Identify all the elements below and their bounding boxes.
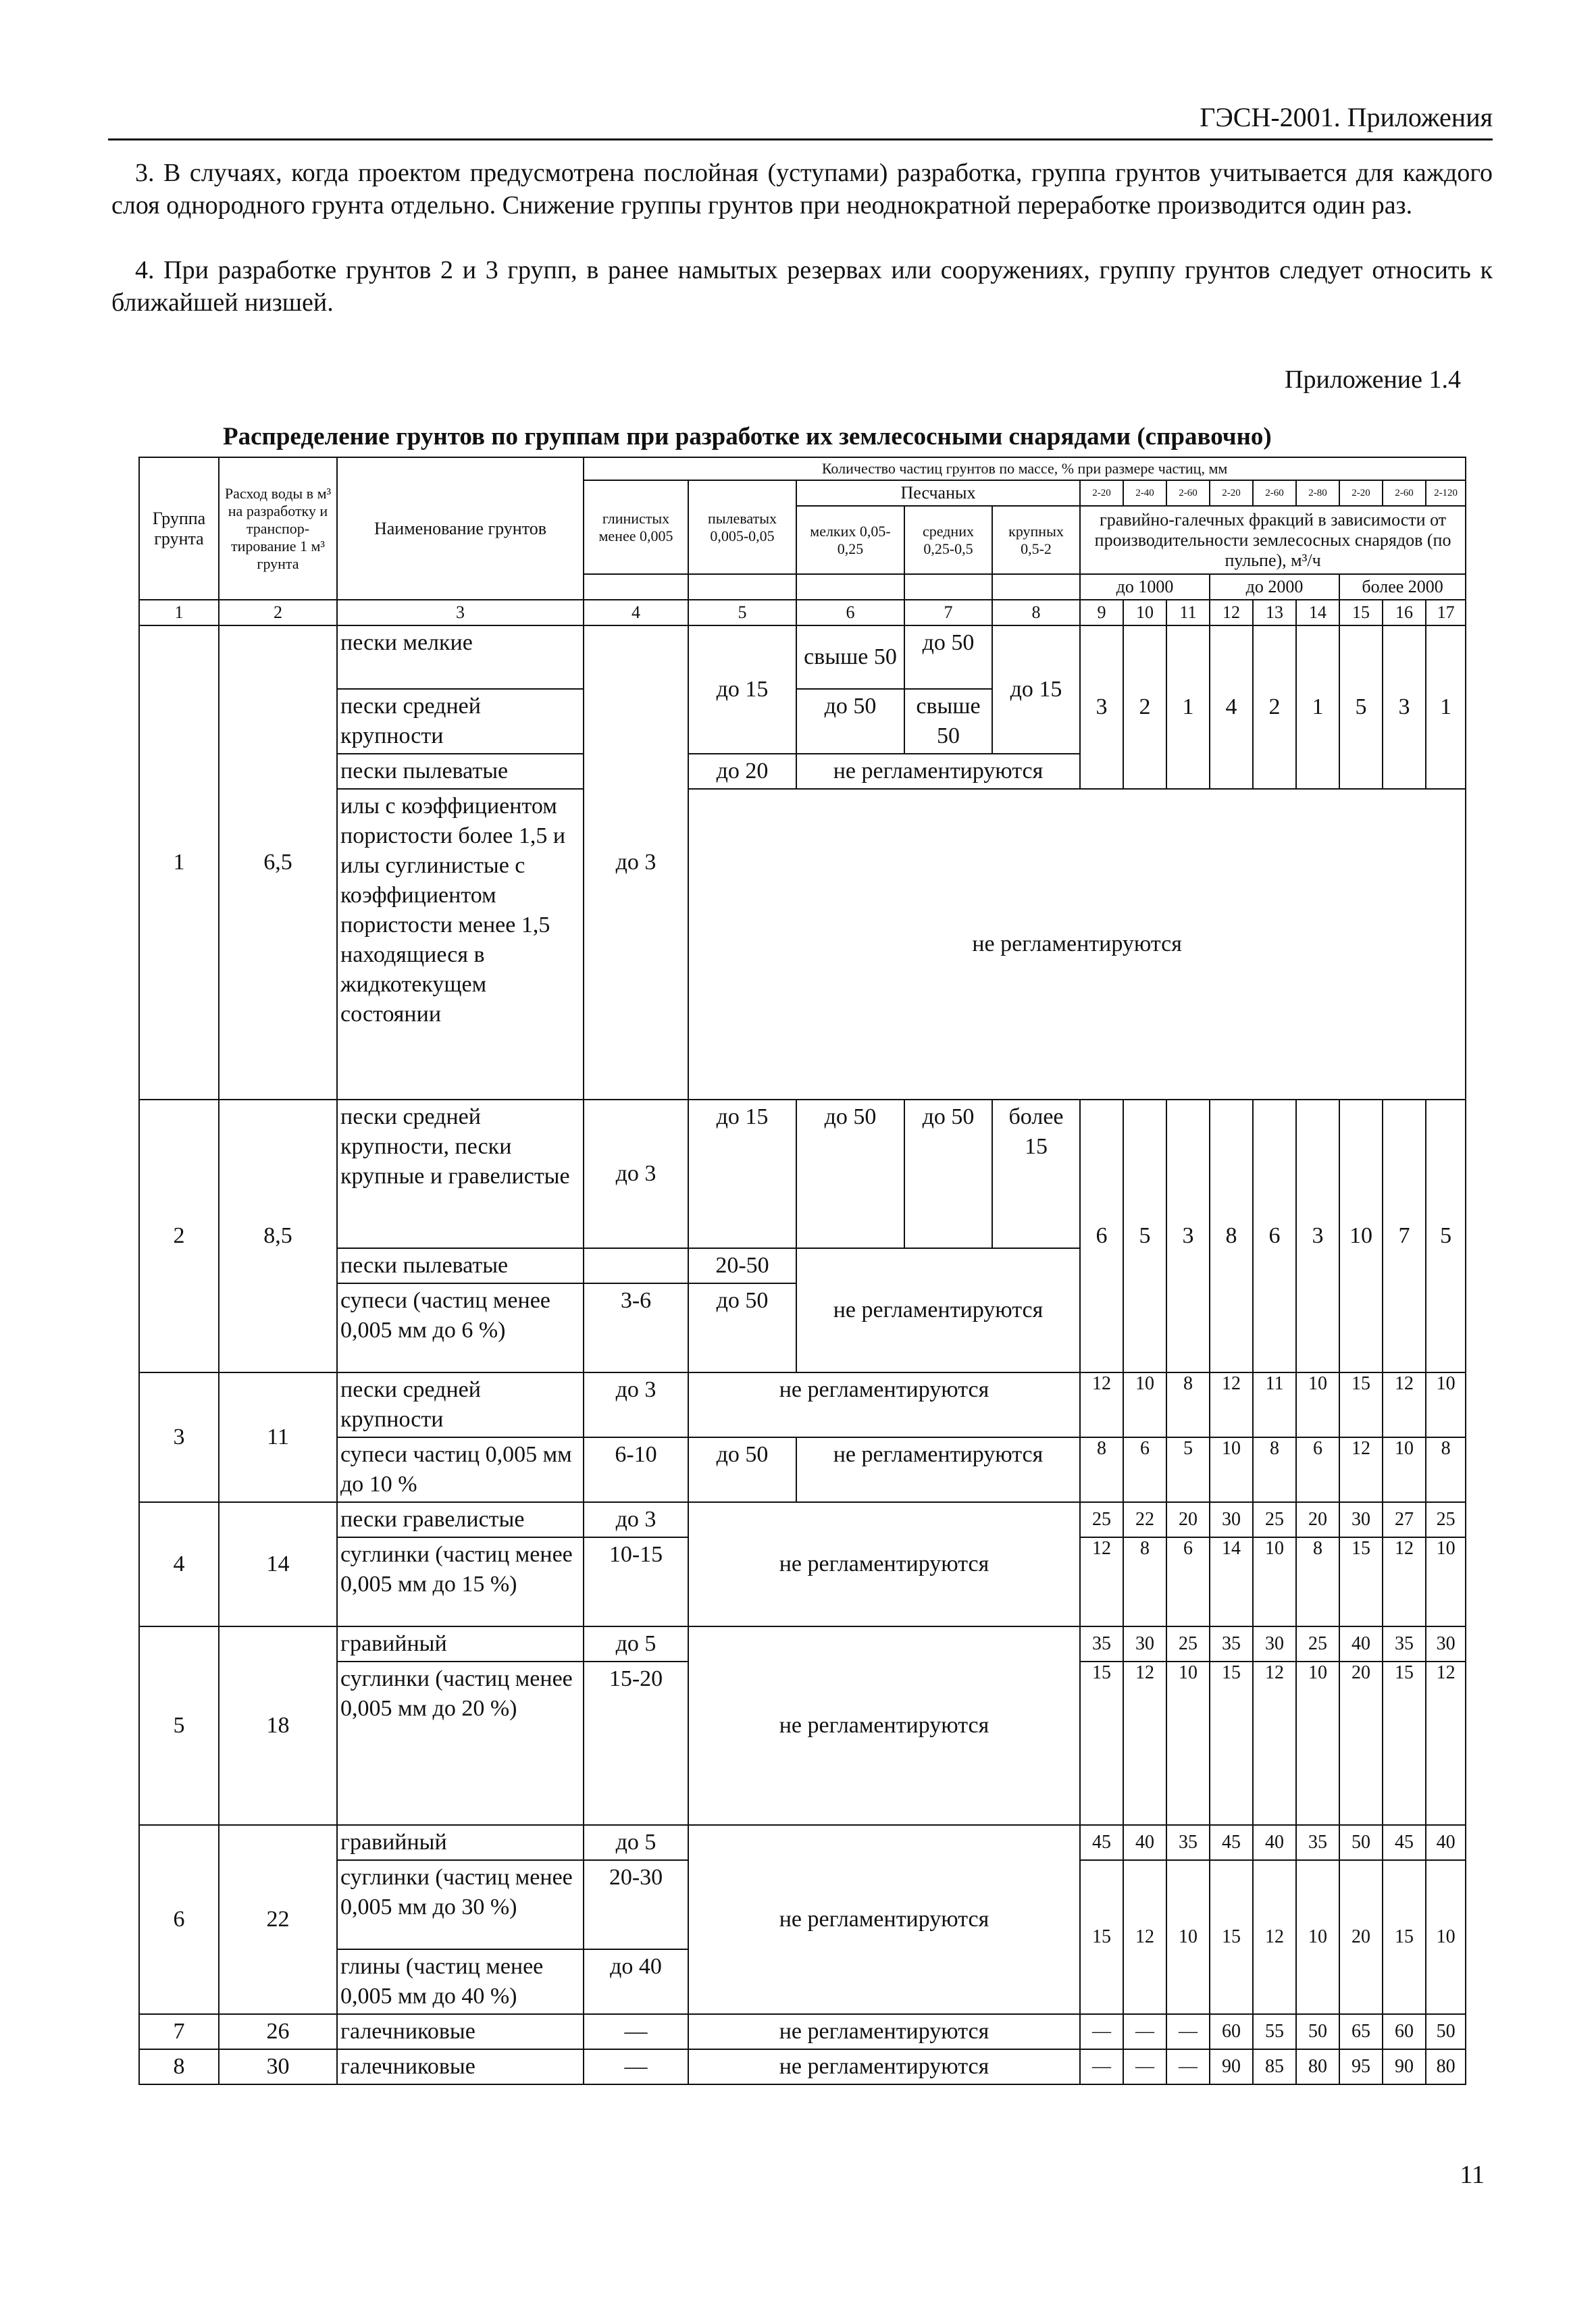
running-header: ГЭСН-2001. Приложения	[108, 101, 1493, 140]
gravel-value: 25	[1296, 1626, 1339, 1662]
gravel-value: 30	[1426, 1626, 1466, 1662]
column-number: 8	[992, 600, 1080, 625]
gravel-value: 65	[1339, 2014, 1383, 2049]
column-number: 2	[219, 600, 337, 625]
gravel-value: 15	[1383, 1662, 1426, 1825]
clay-value: 6-10	[584, 1437, 688, 1502]
clay-value: 15-20	[584, 1662, 688, 1825]
table-row	[139, 1100, 1466, 1248]
gravel-value: 10	[1166, 1860, 1210, 2014]
gravel-value: 12	[1426, 1662, 1466, 1825]
column-number: 6	[796, 600, 904, 625]
soil-name: суглинки (частиц менее 0,005 мм до 15 %)	[337, 1537, 584, 1626]
gravel-value: 30	[1210, 1502, 1253, 1537]
soil-name: гравийный	[337, 1825, 584, 1860]
medium-value: свыше 50	[904, 689, 992, 754]
gravel-value: 12	[1253, 1662, 1296, 1825]
gravel-value: 15	[1383, 1860, 1426, 2014]
gravel-value: 30	[1123, 1626, 1166, 1662]
gravel-value: 50	[1426, 2014, 1466, 2049]
gravel-value: 14	[1210, 1537, 1253, 1626]
not-regulated: не регламентируются	[796, 1437, 1080, 1502]
silt-header: пылеватых 0,005-0,05	[688, 480, 796, 574]
silt-value: до 50	[688, 1437, 796, 1502]
coarse-header: крупных 0,5-2	[992, 506, 1080, 574]
gravel-value: 2	[1253, 625, 1296, 789]
fine-header: мелких 0,05-0,25	[796, 506, 904, 574]
fraction-label: 2-60	[1383, 480, 1426, 506]
fraction-label: 2-20	[1339, 480, 1383, 506]
gravel-value: 8	[1080, 1437, 1123, 1502]
gravel-value: —	[1080, 2049, 1123, 2084]
gravel-value: 30	[1253, 1626, 1296, 1662]
water-consumption: 14	[219, 1502, 337, 1626]
gravel-value: 25	[1426, 1502, 1466, 1537]
gravel-value: 12	[1080, 1537, 1123, 1626]
soil-name: галечниковые	[337, 2049, 584, 2084]
gravel-value: 20	[1296, 1502, 1339, 1537]
table-row	[139, 1502, 1466, 1537]
soil-name: гравийный	[337, 1626, 584, 1662]
clay-value: 20-30	[584, 1860, 688, 1949]
soil-name: галечниковые	[337, 2014, 584, 2049]
gravel-value: 6	[1296, 1437, 1339, 1502]
soil-name: пески средней крупности	[337, 689, 584, 754]
group-number: 8	[139, 2049, 219, 2084]
gravel-value: 6	[1080, 1100, 1123, 1372]
not-regulated: не регламентируются	[688, 1626, 1080, 1825]
water-consumption: 6,5	[219, 625, 337, 1100]
soil-name: илы с коэффициентом пористости более 1,5 и илы суглинистые с коэффициентом пористости менее 1,5 находящиеся в жидкотекущем состоянии	[337, 789, 584, 1100]
gravel-value: 3	[1383, 625, 1426, 789]
not-regulated: не регламентируются	[688, 1502, 1080, 1626]
fraction-label: 2-60	[1166, 480, 1210, 506]
column-number: 4	[584, 600, 688, 625]
water-consumption: 30	[219, 2049, 337, 2084]
water-header: Расход воды в м³ на разработку и транспор-тирование 1 м³ грунта	[219, 457, 337, 600]
table-row	[139, 625, 1466, 689]
clay-header: глинистых менее 0,005	[584, 480, 688, 574]
column-number: 5	[688, 600, 796, 625]
not-regulated: не регламентируются	[688, 789, 1466, 1100]
gravel-value: 2	[1123, 625, 1166, 789]
soil-name: суглинки (частиц менее 0,005 мм до 20 %)	[337, 1662, 584, 1825]
gravel-value: 1	[1166, 625, 1210, 789]
gravel-value: 12	[1123, 1662, 1166, 1825]
soil-name: пески гравелистые	[337, 1502, 584, 1537]
group-number: 3	[139, 1372, 219, 1502]
gravel-value: 15	[1080, 1860, 1123, 2014]
gravel-value: 12	[1383, 1537, 1426, 1626]
gravel-value: 25	[1166, 1626, 1210, 1662]
group-header: Группа грунта	[139, 457, 219, 600]
gravel-value: 95	[1339, 2049, 1383, 2084]
clay-value: до 5	[584, 1825, 688, 1860]
gravel-value: 40	[1339, 1626, 1383, 1662]
column-number: 12	[1210, 600, 1253, 625]
soil-name: пески пылеватые	[337, 1248, 584, 1283]
water-consumption: 26	[219, 2014, 337, 2049]
gravel-value: 12	[1123, 1860, 1166, 2014]
clay-value: 3-6	[584, 1283, 688, 1372]
column-numbers-row	[139, 600, 1466, 625]
gravel-value: 20	[1166, 1502, 1210, 1537]
soil-name: глины (частиц менее 0,005 мм до 40 %)	[337, 1949, 584, 2014]
gravel-value: 10	[1210, 1437, 1253, 1502]
soil-name: пески мелкие	[337, 625, 584, 689]
table-row	[139, 1626, 1466, 1662]
perf-label: до 1000	[1080, 574, 1210, 600]
gravel-value: 45	[1383, 1825, 1426, 1860]
soil-groups-table	[138, 457, 1466, 2085]
table-row	[139, 789, 1466, 1100]
column-number: 17	[1426, 600, 1466, 625]
not-regulated: не регламентируются	[688, 2049, 1080, 2084]
gravel-value: 35	[1080, 1626, 1123, 1662]
soil-name: пески средней крупности	[337, 1372, 584, 1437]
gravel-value: 27	[1383, 1502, 1426, 1537]
gravel-value: 5	[1123, 1100, 1166, 1372]
fraction-label: 2-20	[1210, 480, 1253, 506]
gravel-value: 10	[1339, 1100, 1383, 1372]
gravel-value: 8	[1210, 1100, 1253, 1372]
group-number: 2	[139, 1100, 219, 1372]
soil-name: супеси частиц 0,005 мм до 10 %	[337, 1437, 584, 1502]
gravel-value: 10	[1253, 1537, 1296, 1626]
gravel-value: 6	[1253, 1100, 1296, 1372]
medium-value: до 50	[904, 1100, 992, 1248]
gravel-value: 60	[1383, 2014, 1426, 2049]
not-regulated: не регламентируются	[688, 1825, 1080, 2014]
gravel-value: 40	[1253, 1825, 1296, 1860]
gravel-value: 8	[1123, 1537, 1166, 1626]
gravel-value: 12	[1210, 1372, 1253, 1437]
header-row-1	[139, 457, 1466, 480]
gravel-value: 10	[1383, 1437, 1426, 1502]
water-consumption: 11	[219, 1372, 337, 1502]
gravel-value: 8	[1253, 1437, 1296, 1502]
medium-header: средних 0,25-0,5	[904, 506, 992, 574]
gravel-value: —	[1166, 2049, 1210, 2084]
gravel-value: 15	[1339, 1372, 1383, 1437]
fraction-label: 2-120	[1426, 480, 1466, 506]
particles-header: Количество частиц грунтов по массе, % при размере частиц, мм	[584, 457, 1466, 480]
column-number: 9	[1080, 600, 1123, 625]
gravel-value: 8	[1426, 1437, 1466, 1502]
group-number: 6	[139, 1825, 219, 2014]
table-row	[139, 2014, 1466, 2049]
gravel-value: —	[1166, 2014, 1210, 2049]
not-regulated: не регламентируются	[688, 2014, 1080, 2049]
gravel-value: 25	[1080, 1502, 1123, 1537]
gravel-value: 35	[1383, 1626, 1426, 1662]
gravel-value: 40	[1123, 1825, 1166, 1860]
gravel-value: 10	[1296, 1662, 1339, 1825]
column-number: 13	[1253, 600, 1296, 625]
sand-header: Песчаных	[796, 480, 1080, 506]
clay-value: —	[584, 2014, 688, 2049]
group-number: 7	[139, 2014, 219, 2049]
gravel-value: 12	[1339, 1437, 1383, 1502]
silt-value: до 50	[688, 1283, 796, 1372]
clay-value: 10-15	[584, 1537, 688, 1626]
gravel-header: гравийно-галечных фракций в зависимости от производительности землесосных снарядов (по пульпе), м³/ч	[1080, 506, 1466, 574]
gravel-value: 20	[1339, 1860, 1383, 2014]
clay-value: —	[584, 2049, 688, 2084]
coarse-value: более 15	[992, 1100, 1080, 1248]
gravel-value: 10	[1166, 1662, 1210, 1825]
gravel-value: 8	[1296, 1537, 1339, 1626]
soil-name: пески пылеватые	[337, 754, 584, 789]
gravel-value: 12	[1253, 1860, 1296, 2014]
not-regulated: не регламентируются	[688, 1372, 1080, 1437]
gravel-value: 1	[1426, 625, 1466, 789]
gravel-value: —	[1123, 2049, 1166, 2084]
gravel-value: 12	[1080, 1372, 1123, 1437]
clay-value: до 40	[584, 1949, 688, 2014]
gravel-value: 55	[1253, 2014, 1296, 2049]
fraction-label: 2-40	[1123, 480, 1166, 506]
appendix-label: Приложение 1.4	[1285, 365, 1461, 394]
perf-label: до 2000	[1210, 574, 1339, 600]
group-number: 5	[139, 1626, 219, 1825]
gravel-value: 3	[1166, 1100, 1210, 1372]
fraction-label: 2-20	[1080, 480, 1123, 506]
table-title: Распределение грунтов по группам при разработке их землесосными снарядами (справочно)	[223, 423, 1272, 451]
group-number: 1	[139, 625, 219, 1100]
gravel-value: 4	[1210, 625, 1253, 789]
soil-name: суглинки (частиц менее 0,005 мм до 30 %)	[337, 1860, 584, 1949]
clay-value: до 3	[584, 1502, 688, 1537]
gravel-value: 5	[1426, 1100, 1466, 1372]
perf-label: более 2000	[1339, 574, 1466, 600]
soil-name: пески средней крупности, пески крупные и гравелистые	[337, 1100, 584, 1248]
gravel-value: 35	[1210, 1626, 1253, 1662]
fine-value: свыше 50	[796, 625, 904, 689]
water-consumption: 8,5	[219, 1100, 337, 1372]
gravel-value: 10	[1426, 1537, 1466, 1626]
gravel-value: 3	[1080, 625, 1123, 789]
gravel-value: 80	[1426, 2049, 1466, 2084]
table-row	[139, 1437, 1466, 1502]
paragraph-4: 4. При разработке грунтов 2 и 3 групп, в ранее намытых резервах или сооружениях, группу грунтов следует относить к ближайшей низшей.	[111, 256, 1493, 317]
gravel-value: 90	[1210, 2049, 1253, 2084]
medium-value: до 50	[904, 625, 992, 689]
gravel-value: 90	[1383, 2049, 1426, 2084]
gravel-value: 11	[1253, 1372, 1296, 1437]
silt-value: до 15	[688, 1100, 796, 1248]
gravel-value: 10	[1296, 1372, 1339, 1437]
gravel-value: 10	[1426, 1372, 1466, 1437]
silt-value: до 20	[688, 754, 796, 789]
gravel-value: 10	[1426, 1860, 1466, 2014]
gravel-value: 35	[1166, 1825, 1210, 1860]
column-number: 10	[1123, 600, 1166, 625]
column-number: 7	[904, 600, 992, 625]
coarse-value: до 15	[992, 625, 1080, 754]
clay-value: до 3	[584, 1372, 688, 1437]
fraction-label: 2-60	[1253, 480, 1296, 506]
gravel-value: 12	[1383, 1372, 1426, 1437]
gravel-value: 5	[1339, 625, 1383, 789]
table-row	[139, 1825, 1466, 1860]
gravel-value: 45	[1210, 1825, 1253, 1860]
gravel-value: 40	[1426, 1825, 1466, 1860]
gravel-value: 25	[1253, 1502, 1296, 1537]
fine-value: до 50	[796, 689, 904, 754]
water-consumption: 22	[219, 1825, 337, 2014]
soil-name: супеси (частиц менее 0,005 мм до 6 %)	[337, 1283, 584, 1372]
gravel-value: 8	[1166, 1372, 1210, 1437]
gravel-value: 85	[1253, 2049, 1296, 2084]
column-number: 15	[1339, 600, 1383, 625]
gravel-value: 3	[1296, 1100, 1339, 1372]
silt-value: до 15	[688, 625, 796, 754]
gravel-value: 1	[1296, 625, 1339, 789]
gravel-value: 35	[1296, 1825, 1339, 1860]
column-number: 14	[1296, 600, 1339, 625]
column-number: 1	[139, 600, 219, 625]
gravel-value: 6	[1123, 1437, 1166, 1502]
gravel-value: 7	[1383, 1100, 1426, 1372]
name-header: Наименование грунтов	[337, 457, 584, 600]
gravel-value: 45	[1080, 1825, 1123, 1860]
gravel-value: 80	[1296, 2049, 1339, 2084]
gravel-value: 15	[1080, 1662, 1123, 1825]
gravel-value: —	[1080, 2014, 1123, 2049]
table-row	[139, 2049, 1466, 2084]
table-row	[139, 1372, 1466, 1437]
fraction-label: 2-80	[1296, 480, 1339, 506]
page-number: 11	[1460, 2161, 1485, 2189]
gravel-value: 5	[1166, 1437, 1210, 1502]
gravel-value: 22	[1123, 1502, 1166, 1537]
gravel-value: 50	[1339, 1825, 1383, 1860]
gravel-value: 60	[1210, 2014, 1253, 2049]
gravel-value: —	[1123, 2014, 1166, 2049]
gravel-value: 10	[1296, 1860, 1339, 2014]
gravel-value: 20	[1339, 1662, 1383, 1825]
clay-value: до 5	[584, 1626, 688, 1662]
gravel-value: 50	[1296, 2014, 1339, 2049]
gravel-value: 15	[1339, 1537, 1383, 1626]
clay-value: до 3	[584, 1100, 688, 1248]
fine-value: до 50	[796, 1100, 904, 1248]
paragraph-3: 3. В случаях, когда проектом предусмотрена послойная (уступами) разработка, группа грунтов учитывается для каждого слоя однородного грунта отдельно. Снижение группы грунтов при неоднократной переработке производится один раз.	[111, 159, 1493, 220]
silt-value: 20-50	[688, 1248, 796, 1283]
gravel-value: 6	[1166, 1537, 1210, 1626]
not-regulated: не регламентируются	[796, 1248, 1080, 1372]
water-consumption: 18	[219, 1626, 337, 1825]
clay-value: до 3	[584, 625, 688, 1100]
column-number: 16	[1383, 600, 1426, 625]
group-number: 4	[139, 1502, 219, 1626]
column-number: 3	[337, 600, 584, 625]
gravel-value: 30	[1339, 1502, 1383, 1537]
gravel-value: 15	[1210, 1662, 1253, 1825]
column-number: 11	[1166, 600, 1210, 625]
gravel-value: 10	[1123, 1372, 1166, 1437]
not-regulated: не регламентируются	[796, 754, 1080, 789]
gravel-value: 15	[1210, 1860, 1253, 2014]
